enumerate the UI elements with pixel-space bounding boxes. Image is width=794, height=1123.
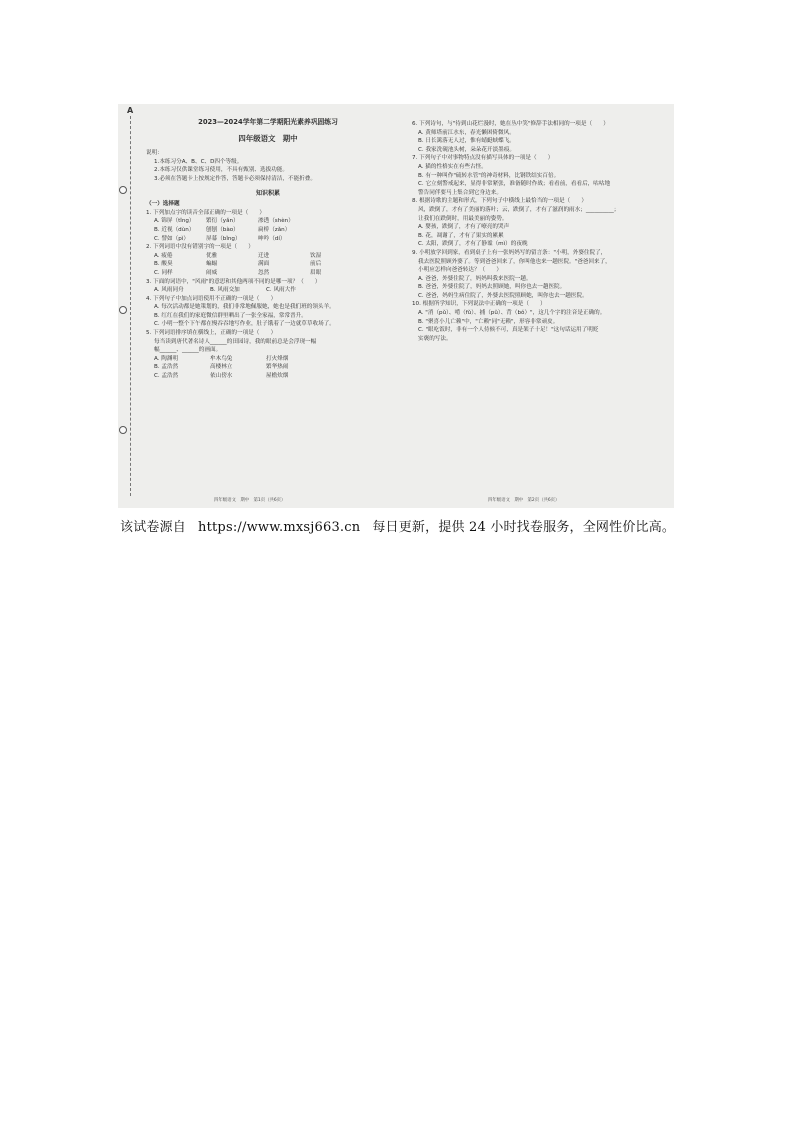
question-5: 5. 下列词语排序填在横线上，正确的一项是（ ）	[146, 330, 277, 337]
option: 繁衍（yǎn）	[206, 218, 239, 225]
q8-option: B. 花，凋谢了，才有了果实的累累	[418, 232, 504, 239]
q7-option: C. 它立刻警戒起来，显得非常紧张，准备随时作战；看看前，看看后，咕咕地	[418, 181, 611, 188]
option: A. 锦屏（tǐng）	[154, 218, 195, 225]
option: C. 孟浩然	[154, 373, 179, 380]
option: 依山傍水	[210, 373, 233, 380]
q1-option-row	[124, 226, 392, 235]
q7-option: A. 猫的性格实在有些古怪。	[418, 163, 487, 170]
option: 屏幕（bǐng）	[206, 235, 241, 242]
q10-option: B. "聚喜小儿亡赖"中，"亡赖"同"无赖"，形容非常顽皮。	[418, 318, 559, 325]
caption-lead: 该试卷源自	[120, 520, 187, 535]
option: 渗透（shèn）	[258, 218, 294, 225]
option: 饮湿	[310, 252, 322, 259]
option: 前后	[310, 261, 322, 268]
option: 满面	[258, 261, 270, 268]
q2-option-row	[124, 269, 392, 278]
option: 高楼林立	[210, 364, 233, 371]
q3-option-row	[124, 286, 392, 295]
option: 迁进	[258, 252, 270, 259]
question-6: 6. 下列诗句，与"待到山花烂漫时，她在丛中笑"修辞手法相同的一项是（ ）	[412, 121, 609, 127]
option: A. 疲倦	[154, 252, 173, 259]
q9-option: B. 爸爸，外婆住院了，妈妈去照顾她，叫你也去一趟医院。	[418, 284, 566, 291]
binding-line	[120, 116, 131, 496]
option: 打火烽烟	[266, 355, 289, 362]
q4-option: B. 红红在我们的家庭微信群里晒出了一张全家福，常常晋升。	[154, 312, 307, 319]
option: 呻吟（dí）	[258, 235, 286, 242]
question-9: 9. 小明放学回到家，看到桌子上有一张妈妈写的留言条："小明，外婆住院了，	[412, 249, 607, 256]
option: 眉眼	[310, 269, 322, 276]
note-item: 3.必须在答题卡上按规定作答，答题卡必须保持清洁，不能折叠。	[154, 175, 316, 182]
binding-hole	[119, 306, 127, 314]
source-caption	[120, 516, 687, 535]
q1-option-row	[124, 235, 392, 244]
page-footer: 四年级语文 期中 第1页（共6页）	[214, 498, 286, 504]
q6-option: C. 我家洗砚池头树，朵朵花开淡墨痕。	[418, 146, 515, 153]
exam-page-1	[124, 104, 392, 508]
q8-text: 风，跌倒了，才有了美丽的落叶；云，跌倒了，才有了滋润的雨水；__________；	[418, 206, 620, 213]
option: 刨刨（bào）	[206, 226, 239, 233]
source-link[interactable]: https://www.mxsj663.cn	[198, 520, 361, 535]
option: 闹威	[206, 269, 218, 276]
question-8: 8. 根据诗歌的主题和形式，下列句子中横线上最恰当的一项是（ ）	[412, 198, 587, 205]
q7-option: B. 有一种叫作"硫转水管"的神奇材料，比钢铁结实百倍。	[418, 172, 560, 179]
notes-label: 说明：	[146, 150, 163, 157]
question-3: 3. 下面的词语中，"风雨"的意思和其他两项不同的是哪一项？（ ）	[146, 278, 321, 285]
option: 牟木鸟兔	[210, 355, 233, 362]
question-2: 2. 下列词语中没有错别字的一项是（ ）	[146, 244, 254, 251]
q8-text: 让我们在跌倒时，用最美丽的姿势。	[418, 215, 508, 222]
option: 蝙蝠	[206, 261, 218, 268]
question-1: 1. 下列加点字的读音全部正确的一项是（ ）	[146, 209, 265, 216]
option: C. 同样	[154, 269, 173, 276]
q1-option-row	[124, 217, 392, 226]
q6-option: B. 日长篱落无人过，惟有蜻蜓蛱蝶飞。	[418, 138, 515, 145]
part-heading: （一）选择题	[146, 201, 180, 208]
q4-option: A. 每次活动都是她策划的，我们非常地佩服她，她也是我们班的领头羊。	[154, 304, 335, 311]
option: C. 风雨大作	[266, 287, 296, 294]
option: B. 近视（dùn）	[154, 226, 195, 233]
q5-text: 幅______、______的画面。	[154, 347, 222, 354]
question-7: 7. 下列句子中对事物特点没有描写具体的一项是（ ）	[412, 155, 554, 162]
option: B. 孟浩然	[154, 364, 179, 371]
q9-text: 我去医院照顾外婆了。等到爸爸回来了，你叫他也来一趟医院。"爸爸回来了，	[418, 258, 611, 265]
scanned-exam-sheet	[118, 104, 674, 508]
option: A. 陶渊明	[154, 355, 179, 362]
note-item: 2.本练习仅供课堂练习使用，不具有甄别、选拔功能。	[154, 167, 288, 174]
q8-option: C. 太阳，跌倒了，才有了静谧（mì）的夜晚	[418, 241, 528, 248]
exam-page-2	[408, 104, 676, 508]
q2-option-row	[124, 252, 392, 261]
q2-option-row	[124, 260, 392, 269]
exam-subtitle: 四年级语文 期中	[238, 133, 298, 143]
q4-option: C. 小明一整个下午都在慢吞吞地写作业，肚子饿着了一边就草草收场了。	[154, 321, 335, 328]
q6-option: A. 黄师塔前江水东，春光懒困倚微风。	[418, 129, 515, 136]
note-item: 1.本练习分A、B、C、D四个等级。	[154, 158, 243, 165]
corner-mark: A	[127, 106, 134, 115]
q9-option: C. 爸爸，妈妈生病住院了，外婆去医院照顾她，叫你也去一趟医院。	[418, 292, 588, 299]
q9-text: 小明应怎样向爸爸转达？（ ）	[418, 267, 502, 274]
q10-option: A. "消（pǔ）、啃（fǔ）、捕（pǔ）、背（bǒ）"，这几个字的注音是正确的。	[418, 310, 606, 317]
q10-option: 实褒的写法。	[418, 335, 452, 342]
option: B. 酸臭	[154, 261, 173, 268]
option: 忽然	[258, 269, 270, 276]
option: 优雅	[206, 252, 218, 259]
q10-option: C. "眼吃饭时，非有一个人侍候不可，真是架子十足！"这句话运用了明贬	[418, 327, 599, 334]
binding-hole	[119, 186, 127, 194]
q5-option-row	[124, 355, 392, 364]
option: A. 风雨同舟	[154, 287, 184, 294]
question-10: 10. 根据所学知识，下列说法中正确的一项是（ ）	[412, 301, 546, 308]
caption-tail: 每日更新，提供 24 小时找卷服务，全网性价比高。	[372, 520, 676, 535]
top-spacer	[408, 104, 676, 120]
q7-option: 警告同伴要马上集合到它身边来。	[418, 189, 502, 196]
option: 屋檐炊烟	[266, 373, 289, 380]
q8-option: A. 婴孩，跌倒了，才有了嘹亮的哭声	[418, 224, 510, 231]
option: C. 譬如（pì）	[154, 235, 189, 242]
q9-option: A. 爸爸，外婆住院了，妈妈叫我来医院一趟。	[418, 275, 532, 282]
option: 繁华热闹	[266, 364, 289, 371]
binding-hole	[119, 426, 127, 434]
page-footer: 四年级语文 期中 第2页（共6页）	[488, 498, 560, 504]
exam-title: 2023—2024学年第二学期阳光素养巩固练习	[198, 118, 338, 126]
question-4: 4. 下列句子中加点词语使用不正确的一项是（ ）	[146, 295, 277, 302]
q5-text: 每当读到唐代著名诗人______的田园诗，我的眼前总是会浮现一幅	[154, 338, 317, 345]
q5-option-row	[124, 372, 392, 381]
section-heading: 知识积累	[255, 189, 280, 197]
option: B. 风雨交加	[210, 287, 240, 294]
option: 扁桥（zǎn）	[258, 226, 291, 233]
q5-option-row	[124, 363, 392, 372]
